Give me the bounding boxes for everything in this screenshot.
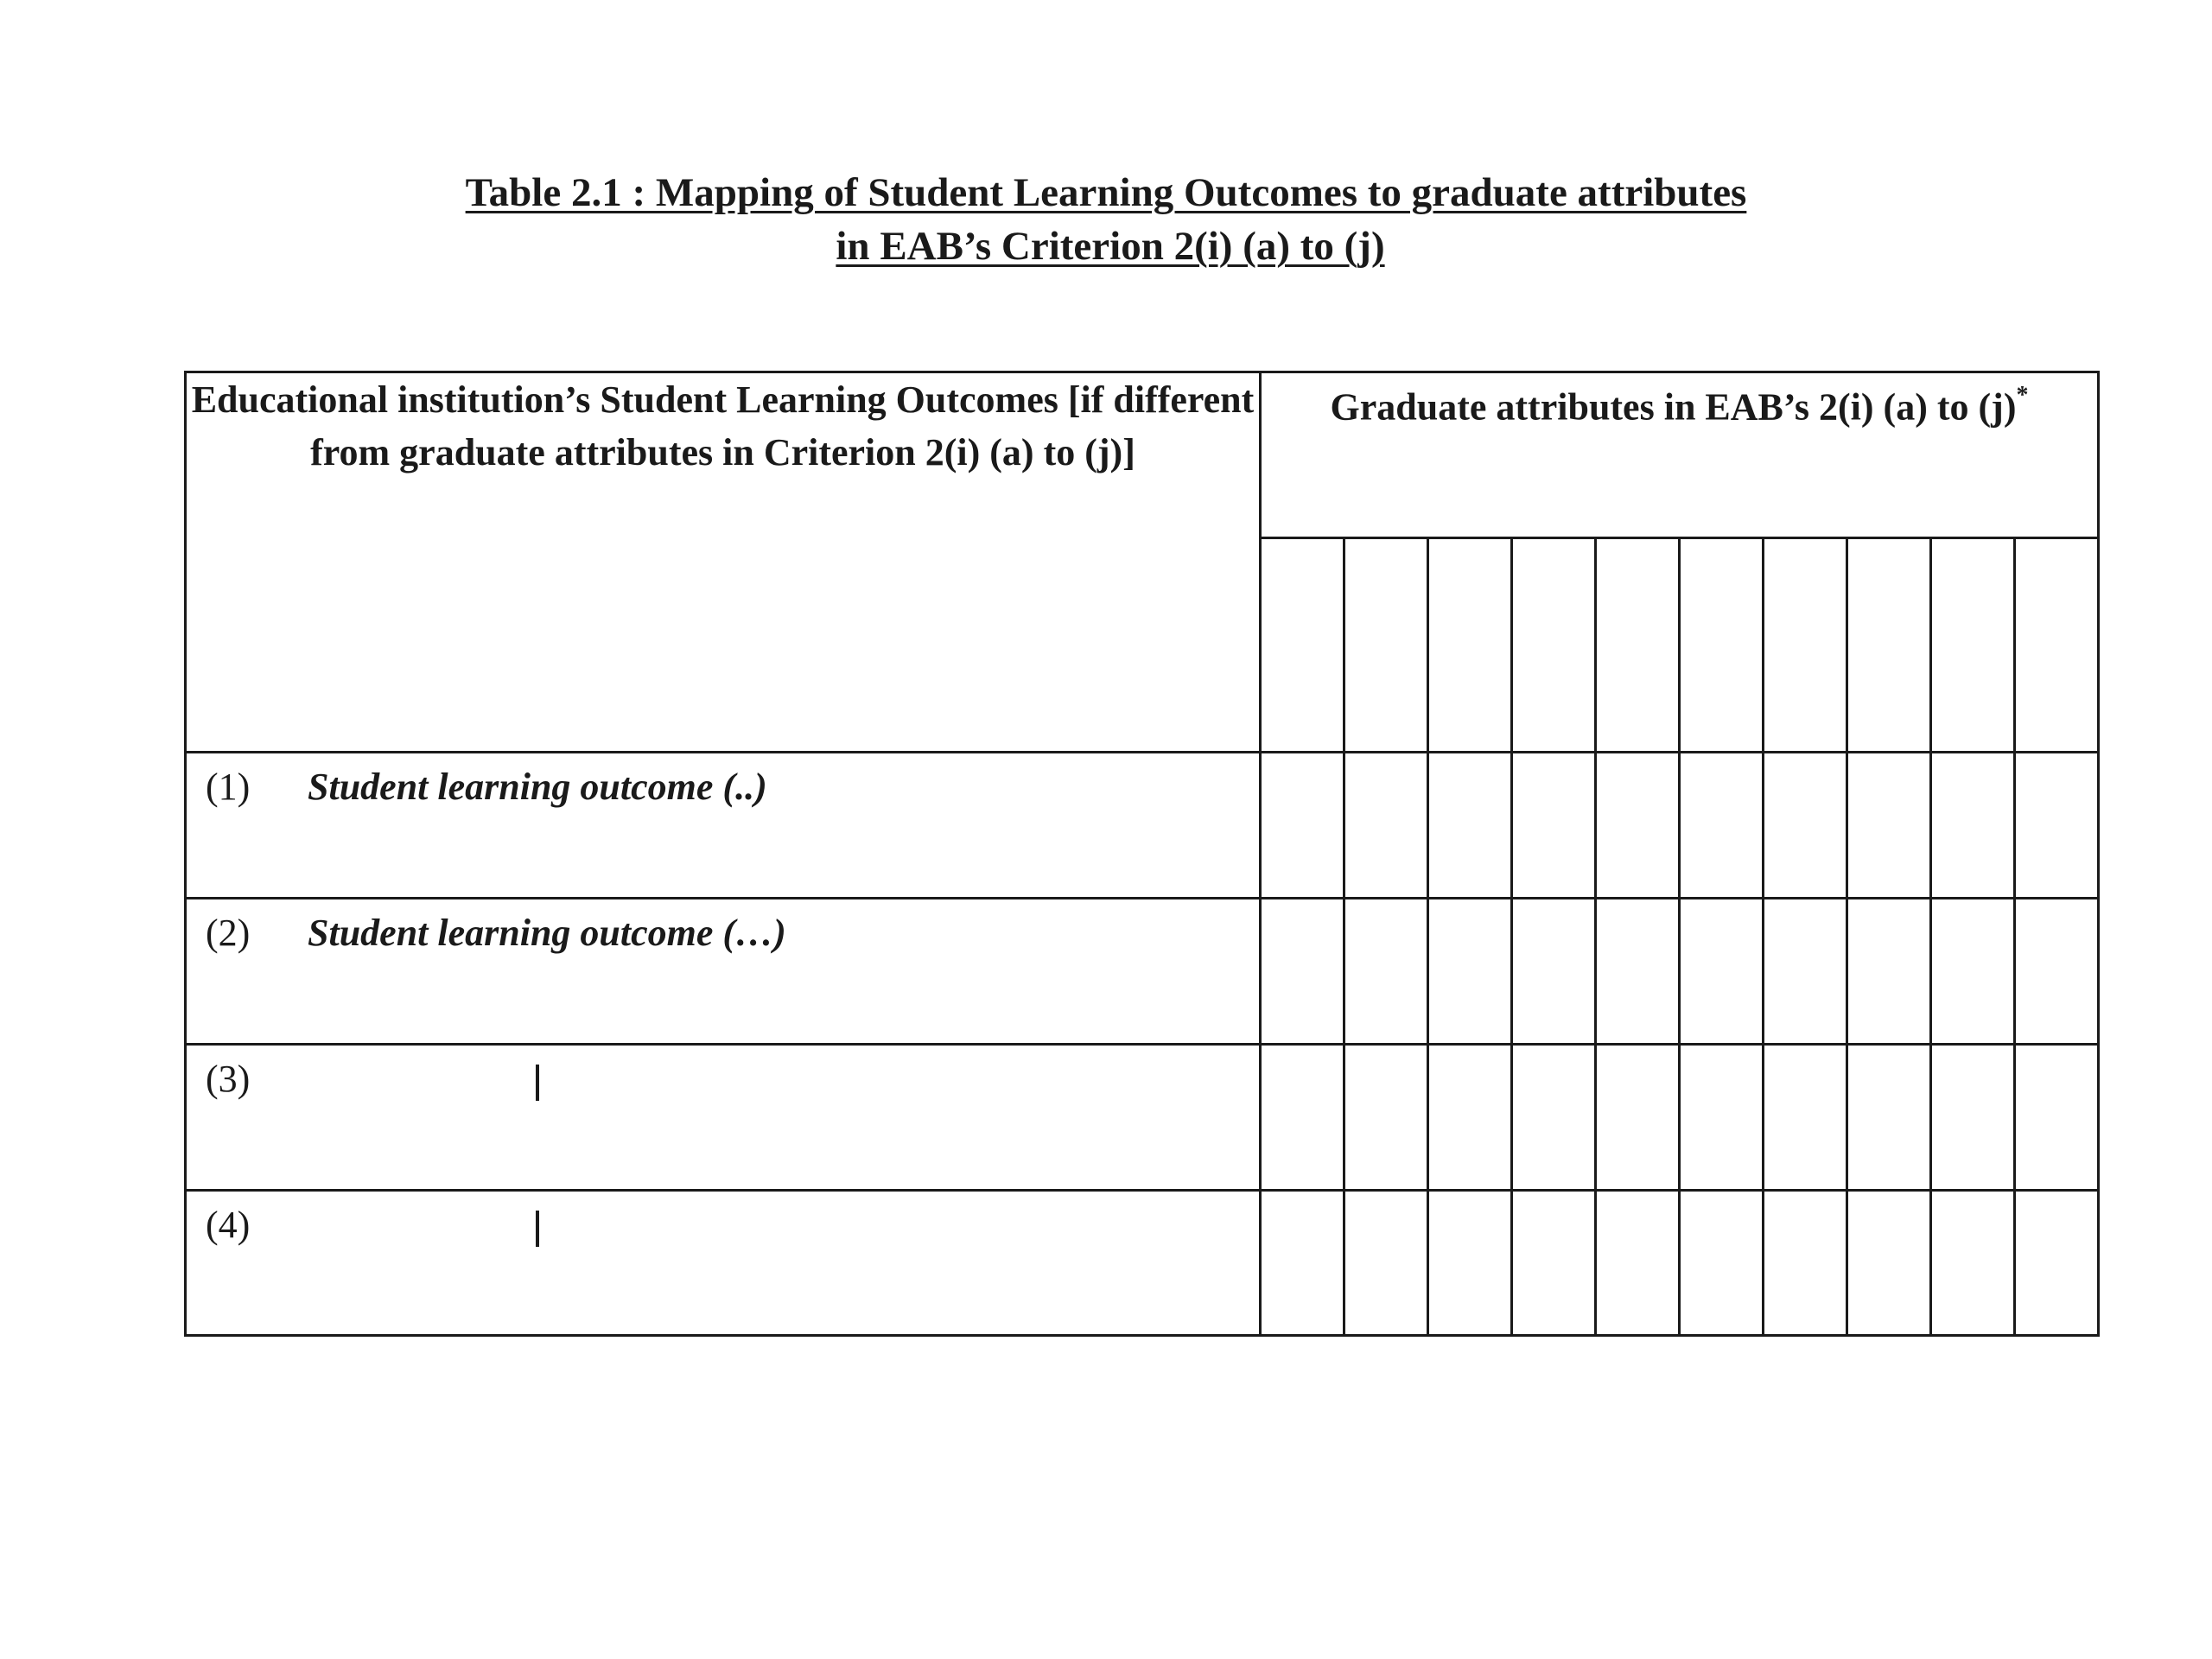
text-cursor-icon xyxy=(536,1065,539,1101)
slo-column-header xyxy=(186,372,1261,753)
outcome-cell[interactable] xyxy=(186,899,1261,1045)
mapping-cell[interactable] xyxy=(1847,1045,1931,1191)
table-row xyxy=(186,1045,2099,1191)
table-row xyxy=(186,899,2099,1045)
ga-column-d[interactable] xyxy=(1512,538,1596,753)
ga-column-b[interactable] xyxy=(1344,538,1428,753)
mapping-cell[interactable] xyxy=(1596,899,1680,1045)
outcome-text: Student learning outcome (..) xyxy=(308,766,767,808)
mapping-cell[interactable] xyxy=(1764,1191,1847,1336)
mapping-cell[interactable] xyxy=(1847,899,1931,1045)
mapping-cell[interactable] xyxy=(1596,753,1680,899)
outcome-cell[interactable] xyxy=(186,753,1261,899)
mapping-cell[interactable] xyxy=(2015,899,2099,1045)
row-number: (2) xyxy=(206,912,251,954)
mapping-cell[interactable] xyxy=(1428,753,1512,899)
mapping-cell[interactable] xyxy=(2015,1191,2099,1336)
ga-header-text: Graduate attributes in EAB’s 2(i) (a) to (j) xyxy=(1330,385,2017,429)
ga-column-e[interactable] xyxy=(1596,538,1680,753)
mapping-cell[interactable] xyxy=(1428,1045,1512,1191)
mapping-cell[interactable] xyxy=(1512,1045,1596,1191)
table-caption xyxy=(0,166,2212,273)
mapping-cell[interactable] xyxy=(1428,1191,1512,1336)
mapping-cell[interactable] xyxy=(1344,899,1428,1045)
mapping-cell[interactable] xyxy=(1680,753,1764,899)
row-number: (4) xyxy=(206,1204,251,1246)
mapping-cell[interactable] xyxy=(1261,753,1344,899)
mapping-cell[interactable] xyxy=(1512,899,1596,1045)
mapping-table xyxy=(184,371,2100,1337)
mapping-cell[interactable] xyxy=(1512,1191,1596,1336)
outcome-text: Student learning outcome (…) xyxy=(308,912,786,954)
table-row xyxy=(186,1191,2099,1336)
mapping-cell[interactable] xyxy=(1931,1191,2015,1336)
outcome-cell[interactable] xyxy=(186,1045,1261,1191)
row-number: (3) xyxy=(206,1058,251,1100)
text-cursor-icon xyxy=(536,1211,539,1247)
ga-column-g[interactable] xyxy=(1764,538,1847,753)
mapping-cell[interactable] xyxy=(1261,899,1344,1045)
ga-header-asterisk: * xyxy=(2016,382,2029,409)
ga-column-a[interactable] xyxy=(1261,538,1344,753)
caption-line-2: in EAB’s Criterion 2(i) (a) to (j) xyxy=(836,224,1385,269)
ga-column-j[interactable] xyxy=(2015,538,2099,753)
table-row xyxy=(186,753,2099,899)
mapping-cell[interactable] xyxy=(1764,753,1847,899)
mapping-cell[interactable] xyxy=(1680,1191,1764,1336)
mapping-cell[interactable] xyxy=(1261,1045,1344,1191)
mapping-cell[interactable] xyxy=(2015,753,2099,899)
mapping-cell[interactable] xyxy=(1847,1191,1931,1336)
ga-column-i[interactable] xyxy=(1931,538,2015,753)
mapping-cell[interactable] xyxy=(1931,753,2015,899)
mapping-cell[interactable] xyxy=(1261,1191,1344,1336)
mapping-cell[interactable] xyxy=(1764,899,1847,1045)
ga-column-h[interactable] xyxy=(1847,538,1931,753)
mapping-cell[interactable] xyxy=(1344,1191,1428,1336)
row-number: (1) xyxy=(206,766,251,808)
mapping-cell[interactable] xyxy=(1931,1045,2015,1191)
mapping-cell[interactable] xyxy=(1344,1045,1428,1191)
ga-column-c[interactable] xyxy=(1428,538,1512,753)
graduate-attributes-header xyxy=(1261,372,2099,538)
ga-column-f[interactable] xyxy=(1680,538,1764,753)
mapping-cell[interactable] xyxy=(1596,1191,1680,1336)
mapping-cell[interactable] xyxy=(2015,1045,2099,1191)
mapping-cell[interactable] xyxy=(1428,899,1512,1045)
mapping-cell[interactable] xyxy=(1680,899,1764,1045)
slo-header-text: Educational institution’s Student Learning Outcomes [if different from graduate attributes in Criterion 2(i) (a) to (j)] xyxy=(191,378,1255,474)
mapping-cell[interactable] xyxy=(1931,899,2015,1045)
mapping-cell[interactable] xyxy=(1764,1045,1847,1191)
mapping-cell[interactable] xyxy=(1680,1045,1764,1191)
mapping-cell[interactable] xyxy=(1847,753,1931,899)
outcome-cell[interactable] xyxy=(186,1191,1261,1336)
mapping-cell[interactable] xyxy=(1596,1045,1680,1191)
mapping-cell[interactable] xyxy=(1344,753,1428,899)
mapping-cell[interactable] xyxy=(1512,753,1596,899)
caption-line-1: Table 2.1 : Mapping of Student Learning Outcomes to graduate attributes xyxy=(465,170,1747,215)
